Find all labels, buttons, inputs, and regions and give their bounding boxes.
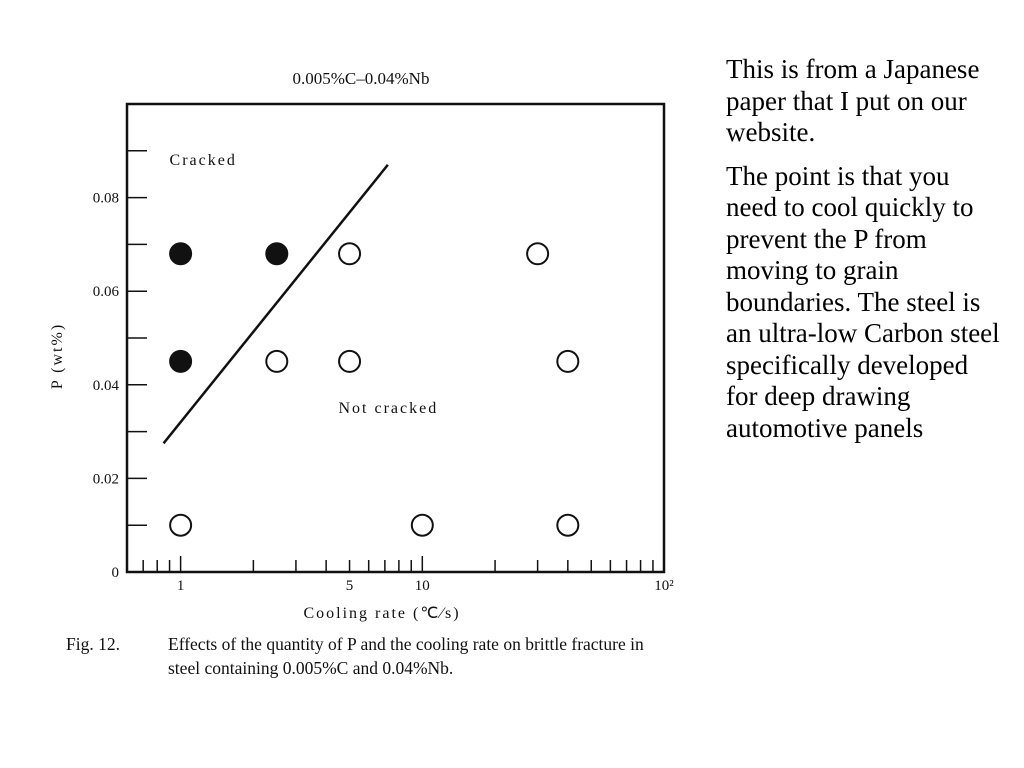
not-cracked-point [557,515,578,536]
figure-caption [66,632,666,680]
x-tick-label: 10 [414,578,430,594]
region-labels [170,152,439,417]
y-axis-label: P (wt%) [49,322,66,390]
not-cracked-point [339,243,360,264]
notes-paragraph-2: The point is that you need to cool quickly to prevent the P from moving to grain boundaries. The steel is an ultra-low Carbon steel specifically developed for deep drawing automotive panels [726,160,1000,443]
y-tick-label: 0.06 [92,284,119,301]
x-tick-label: 5 [345,578,354,594]
y-tick-label: 0.02 [92,471,119,488]
x-tick-label: 1 [176,578,185,594]
cracked-point [170,351,191,372]
notes-paragraph-1: This is from a Japanese paper that I put on our website. [726,54,980,147]
x-tick-label: 10² [654,578,674,594]
figure-caption-text: Effects of the quantity of P and the cooling rate on brittle fracture in steel containing 0.005%C and 0.04%Nb. [168,634,644,678]
slide-notes [726,54,1006,456]
not-cracked-point [170,515,191,536]
chart-title: 0.005%C–0.04%Nb [292,69,430,88]
not-cracked-point [266,351,287,372]
y-tick-label: 0.04 [92,377,119,394]
not-cracked-point [527,243,548,264]
y-tick-label: 0 [111,565,119,581]
not-cracked-point [412,515,433,536]
y-tick-label: 0.08 [92,190,119,207]
cracked-point [170,243,191,264]
region-label: Not cracked [338,399,439,417]
cracked-point [266,243,287,264]
region-label: Cracked [169,151,237,169]
x-axis-label: Cooling rate (℃∕s) [303,605,461,622]
not-cracked-point [339,351,360,372]
figure-number: Fig. 12. [66,634,120,654]
not-cracked-point [557,351,578,372]
y-axis-ticks [93,151,147,581]
data-points [170,243,578,535]
x-axis-ticks [143,556,674,594]
plot-frame [127,104,664,572]
